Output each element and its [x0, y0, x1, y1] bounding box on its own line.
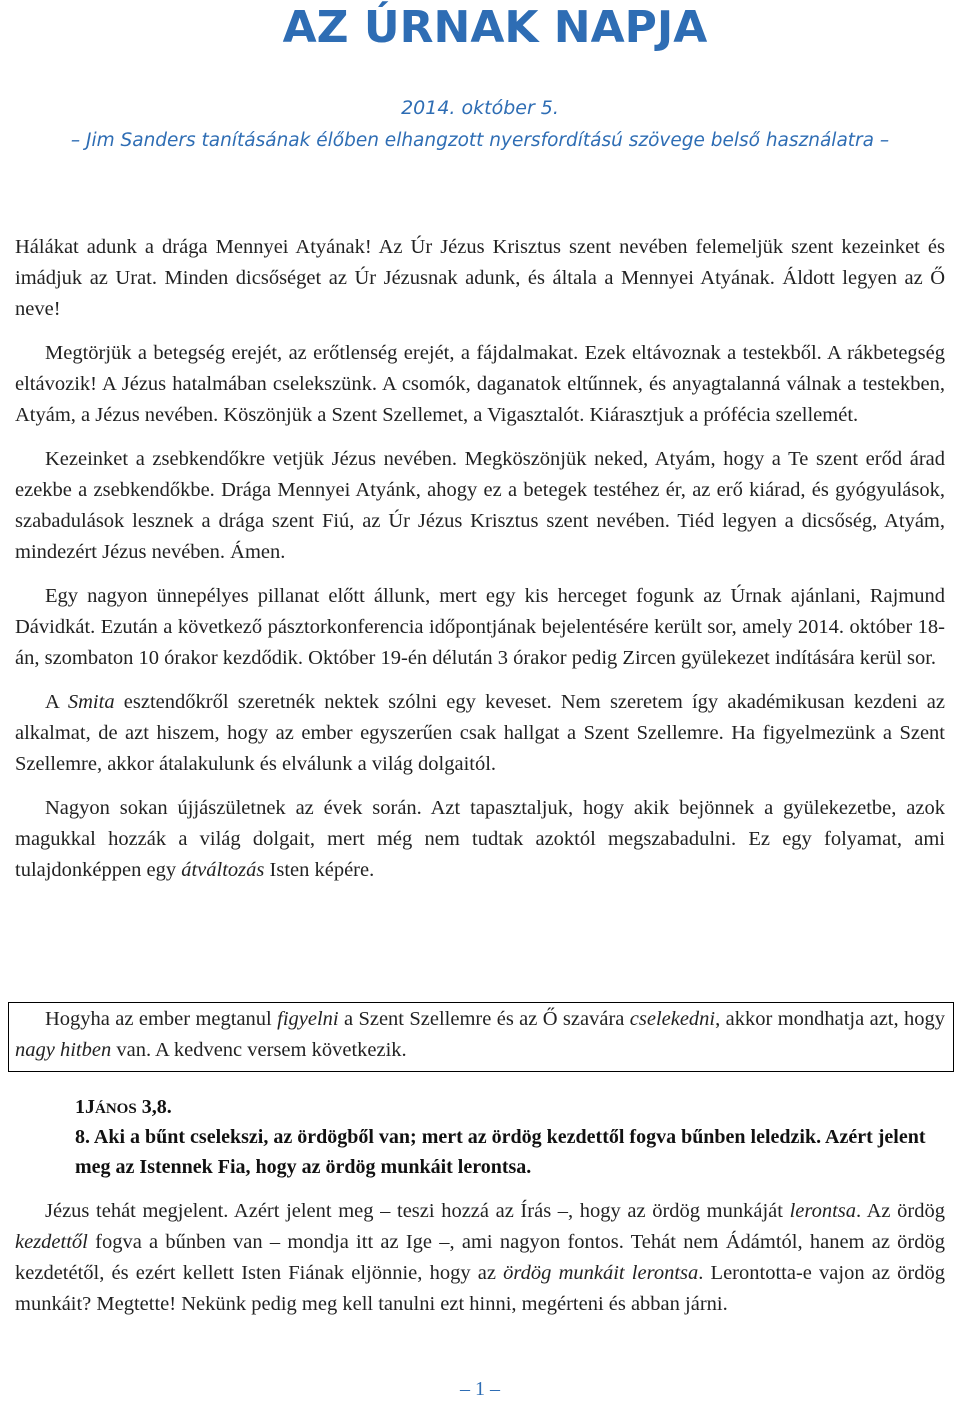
paragraph-jesus-appeared: Jézus tehát megjelent. Azért jelent meg – teszi hozzá az Írás –, hogy az ördög munkáját lerontsa. Az ördög kezdettől fogva a bűnben van – mondja itt az Ige –, ami nagyon fontos. Tehát nem Ádámtól, hanem az ördög kezdetétől, és ezért kellett Isten Fiának eljönnie, hogy az ördög munkáit lerontsa. Lerontotta-e vajon az ördög munkáit? Megtette! Nekünk pedig meg kell tanulni ezt hinni, megérteni és abban járni.: [15, 1200, 945, 1315]
paragraph-rebirth: Nagyon sokan újjászületnek az évek során. Azt tapasztaljuk, hogy akik bejönnek a gyülekezetbe, azok magukkal hozzák a világ dolgait, mert még nem tudtak azoktól megszabadulni. Ez egy folyamat, ami tulajdonképpen egy átváltozás Isten képére.: [15, 797, 945, 881]
paragraph-announcement: Egy nagyon ünnepélyes pillanat előtt állunk, mert egy kis herceget fogunk az Úrnak ajánlani, Rajmund Dávidkát. Ezután a következő pásztorkonferencia időpontjának bejelentésére került sor, amely 2014. október 18-án, szombaton 10 órakor kezdődik. Október 19-én délután 3 órakor pedig Zircen gyülekezet indítására kerül sor.: [15, 585, 945, 669]
body-text-top: [15, 232, 945, 886]
page-title: AZ ÚRNAK NAPJA: [282, 2, 708, 53]
page-number: – 1 –: [460, 1378, 500, 1400]
paragraph-smita: A Smita esztendőkről szeretnék nektek szólni egy keveset. Nem szeretem így akadémikusan kezdeni az alkalmat, de azt hiszem, hogy az ember egyszerűen csak hallgat a Szent Szellemre. Ha figyelmezünk a Szent Szellemre, akkor átalakulunk és elválunk a világ dolgaitól.: [15, 691, 945, 775]
date-line: 2014. október 5.: [401, 97, 559, 119]
verse-reference: 1JÁNOS 3,8.: [75, 1096, 172, 1118]
paragraph-handkerchiefs: Kezeinket a zsebkendőkre vetjük Jézus nevében. Megköszönjük neked, Atyám, hogy a Te szent erőd árad ezekbe a zsebkendőkbe. Drága Mennyei Atyánk, ahogy ez a betegek testéhez ér, az erő kiárad, és gyógyulások, szabadulások lesznek a drága szent Fiú, az Úr Jézus Krisztus szent nevében. Tiéd legyen a dicsőség, Atyám, mindezért Jézus nevében. Ámen.: [15, 448, 945, 563]
subtitle-line: – Jim Sanders tanításának élőben elhangzott nyersfordítású szövege belső használatra –: [70, 130, 890, 151]
verse-text: 8. Aki a bűnt cselekszi, az ördögből van; mert az ördög kezdettől fogva bűnben leledzik. Azért jelent meg az Istennek Fia, hogy az ördög munkáit lerontsa.: [75, 1126, 926, 1178]
boxed-paragraph: Hogyha az ember megtanul figyelni a Szent Szellemre és az Ő szavára cselekedni, akkor mondhatja azt, hogy nagy hitben van. A kedvenc versem következik.: [15, 1008, 946, 1061]
paragraph-healing: Megtörjük a betegség erejét, az erőtlenség erejét, a fájdalmakat. Ezek eltávoznak a testekből. A rákbetegség eltávozik! A Jézus hatalmában cselekszünk. A csomók, daganatok eltűnnek, és anyagtalanná válnak a testekben, Atyám, a Jézus nevében. Köszönjük a Szent Szellemet, a Vigasztalót. Kiárasztjuk a prófécia szellemét.: [15, 342, 945, 426]
body-text-bottom: [15, 1196, 945, 1320]
paragraph-opening-prayer: Hálákat adunk a drága Mennyei Atyának! Az Úr Jézus Krisztus szent nevében felemeljük szent kezeinket és imádjuk az Urat. Minden dicsőséget az Úr Jézusnak adunk, és általa a Mennyei Atyának. Áldott legyen az Ő neve!: [15, 236, 945, 320]
